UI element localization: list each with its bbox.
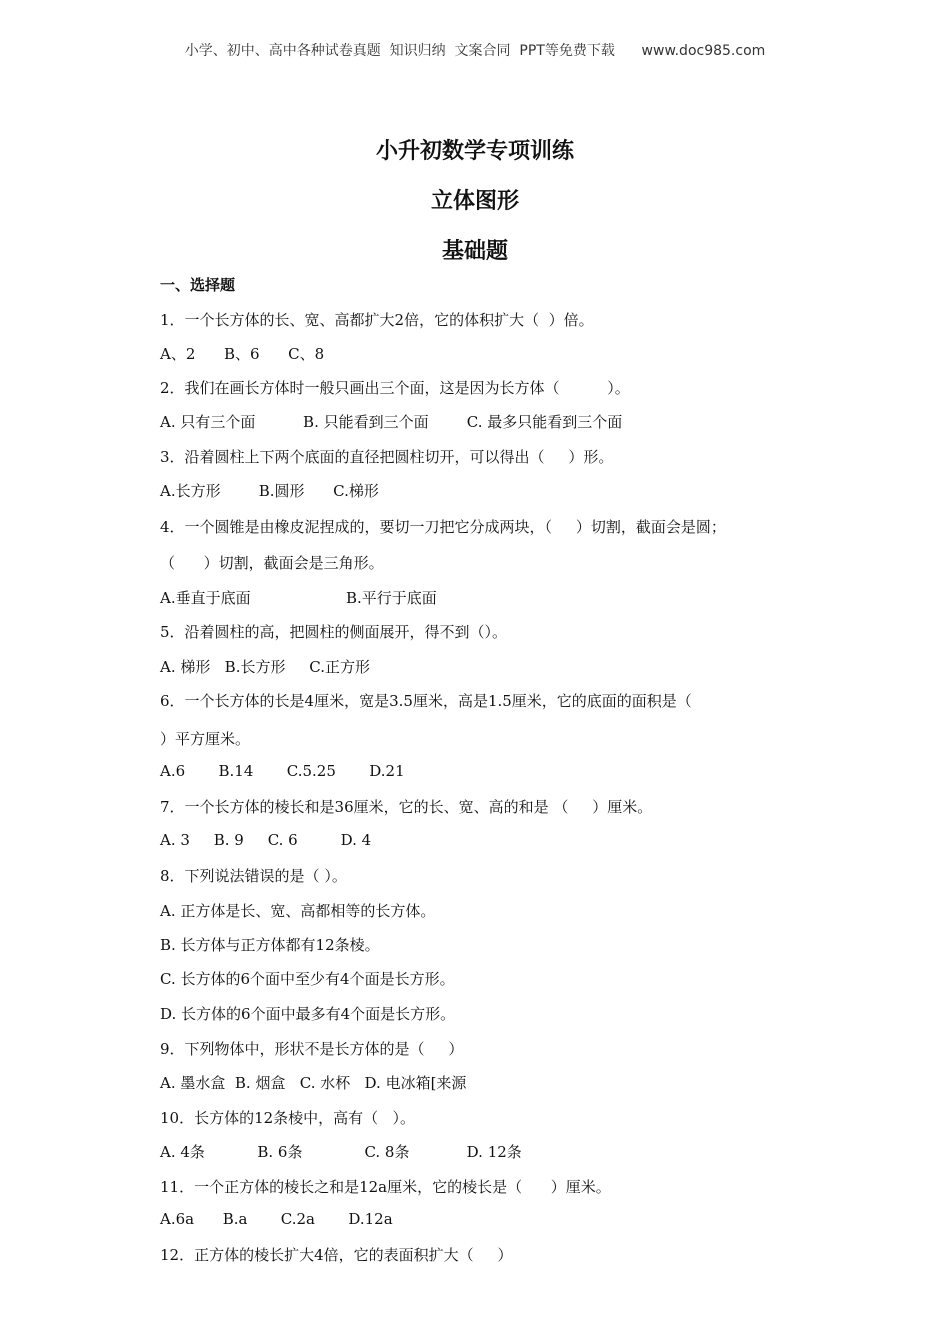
- level-title: 基础题: [441, 239, 508, 264]
- question-line: 2．我们在画长方体时一般只画出三个面，这是因为长方体（ ）。: [160, 379, 630, 397]
- question-line: A. 3 B. 9 C. 6 D. 4: [160, 831, 372, 849]
- question-line: 11．一个正方体的棱长之和是12a厘米，它的棱长是（ ）厘米。: [160, 1178, 611, 1196]
- page-header: 小学、初中、高中各种试卷真题 知识归纳 文案合同 PPT等免费下载 www.doc985.com: [184, 43, 766, 59]
- section-heading: 一、选择题: [160, 276, 236, 294]
- question-line: A.长方形 B.圆形 C.梯形: [160, 482, 379, 500]
- main-title: 小升初数学专项训练: [375, 139, 574, 164]
- question-line: 7．一个长方体的棱长和是36厘米，它的长、宽、高的和是 （ ）厘米。: [160, 798, 653, 816]
- question-line: A.6a B.a C.2a D.12a: [160, 1210, 393, 1228]
- question-line: C. 长方体的6个面中至少有4个面是长方形。: [160, 970, 455, 988]
- question-line: 9．下列物体中，形状不是长方体的是（ ）: [160, 1040, 464, 1058]
- question-line: ）平方厘米。: [160, 730, 251, 748]
- question-line: A. 4条 B. 6条 C. 8条 D. 12条: [160, 1143, 522, 1161]
- question-line: D. 长方体的6个面中最多有4个面是长方形。: [160, 1005, 456, 1023]
- question-line: A. 正方体是长、宽、高都相等的长方体。: [160, 902, 436, 920]
- question-line: 6．一个长方体的长是4厘米，宽是3.5厘米，高是1.5厘米，它的底面的面积是（: [160, 692, 692, 710]
- question-line: A. 只有三个面 B. 只能看到三个面 C. 最多只能看到三个面: [160, 413, 623, 431]
- question-line: 3．沿着圆柱上下两个底面的直径把圆柱切开，可以得出（ ）形。: [160, 448, 614, 466]
- question-line: A、2 B、6 C、8: [160, 345, 325, 363]
- question-line: 10．长方体的12条棱中，高有（ ）。: [160, 1109, 415, 1127]
- question-line: 4．一个圆锥是由橡皮泥捏成的，要切一刀把它分成两块，（ ）切割，截面会是圆；: [160, 518, 726, 536]
- question-line: 1．一个长方体的长、宽、高都扩大2倍，它的体积扩大（ ）倍。: [160, 311, 594, 329]
- question-line: A. 墨水盒 B. 烟盒 C. 水杯 D. 电冰箱[来源: [160, 1074, 467, 1092]
- question-line: A.垂直于底面 B.平行于底面: [160, 589, 437, 607]
- sub-title: 立体图形: [430, 189, 519, 214]
- question-line: A.6 B.14 C.5.25 D.21: [160, 762, 405, 780]
- question-line: 8．下列说法错误的是（ ）。: [160, 867, 347, 885]
- question-line: 5．沿着圆柱的高，把圆柱的侧面展开，得不到（）。: [160, 623, 508, 641]
- question-line: A. 梯形 B.长方形 C.正方形: [160, 658, 371, 676]
- question-line: （ ）切割，截面会是三角形。: [160, 554, 384, 572]
- question-line: B. 长方体与正方体都有12条棱。: [160, 936, 380, 954]
- question-line: 12．正方体的棱长扩大4倍，它的表面积扩大（ ）: [160, 1246, 513, 1264]
